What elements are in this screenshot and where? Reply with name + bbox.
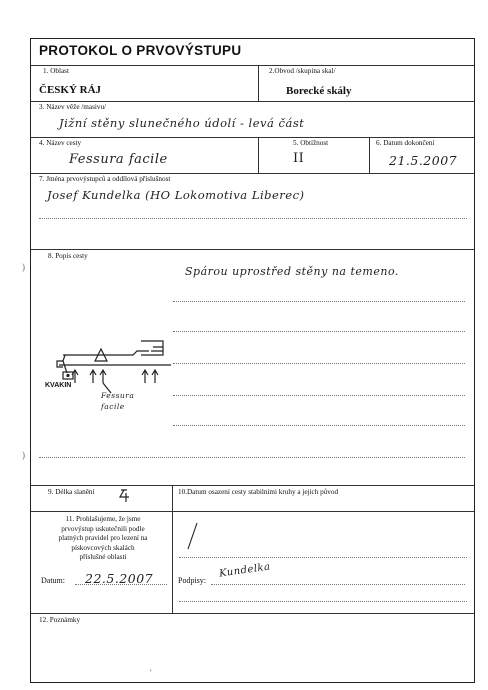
dotted-line	[173, 425, 465, 426]
obtiznost-value: II	[293, 151, 305, 166]
margin-mark: '	[150, 668, 152, 678]
oblast-label: 1. Oblast	[43, 67, 69, 75]
cesta-label: 4. Název cesty	[39, 139, 82, 147]
popis-label: 8. Popis cesty	[48, 252, 88, 260]
poznamky-label: 12. Poznámky	[39, 616, 81, 624]
prohlaseni-text: 11. Prohlašujeme, že jsme prvovýstup uskutečnili podle platných pravidel pro lezení na pískovcových skalách příslušné oblasti	[58, 515, 148, 562]
datum-dokonceni-label: 6. Datum dokončení	[376, 139, 435, 147]
delka-slaneni-mark	[117, 487, 133, 505]
podpisy-signature: Kundelka	[218, 561, 272, 580]
divider	[31, 101, 474, 102]
sketch-kvakin-label: KVAKIN	[45, 382, 72, 389]
dotted-line	[173, 301, 465, 302]
vez-value: Jižní stěny slunečného údolí - levá část	[59, 116, 305, 130]
dotted-line	[211, 584, 465, 585]
dotted-line	[179, 601, 467, 602]
divider	[31, 137, 474, 138]
podpisy-label: Podpisy:	[178, 576, 207, 585]
datum-label: Datum:	[41, 576, 65, 585]
obvod-value: Borecké skály	[286, 85, 352, 97]
popis-value: Spárou uprostřed stěny na temeno.	[185, 265, 399, 278]
divider	[31, 65, 474, 66]
oblast-value: ČESKÝ RÁJ	[39, 84, 102, 96]
obtiznost-label: 5. Obtížnost	[293, 139, 329, 147]
datum-dokonceni-value: 21.5.2007	[389, 153, 458, 168]
prvovystupci-value: Josef Kundelka (HO Lokomotiva Liberec)	[47, 188, 305, 202]
strike-mark	[185, 521, 199, 551]
divider	[258, 65, 259, 101]
divider	[172, 485, 173, 613]
vez-label: 3. Název věže /masivu/	[39, 103, 107, 111]
divider	[369, 137, 370, 173]
dotted-line	[173, 395, 465, 396]
margin-mark: )	[22, 450, 25, 460]
dotted-line	[39, 457, 465, 458]
dotted-line	[75, 584, 167, 585]
dotted-line	[179, 557, 467, 558]
delka-slaneni-label: 9. Délka slanění	[48, 488, 95, 496]
osazeni-label: 10.Datum osazení cesty stabilními kruhy a jejich původ	[178, 488, 339, 496]
prvovystupci-label: 7. Jména prvovýstupců a oddílová příslušnost	[39, 175, 171, 183]
divider	[31, 173, 474, 174]
form-title: PROTOKOL O PRVOVÝSTUPU	[39, 43, 242, 58]
divider	[31, 249, 474, 250]
dotted-line	[39, 218, 467, 219]
dotted-line	[173, 363, 465, 364]
sketch-route-label: Fessura facile	[101, 391, 135, 411]
cesta-value: Fessura facile	[69, 152, 168, 167]
dotted-line	[173, 331, 465, 332]
margin-mark: )	[22, 262, 25, 272]
obvod-label: 2.Obvod /skupina skal/	[269, 67, 336, 75]
protocol-form	[30, 38, 475, 683]
divider	[31, 511, 474, 512]
divider	[31, 485, 474, 486]
divider	[31, 613, 474, 614]
datum-value: 22.5.2007	[85, 571, 154, 586]
divider	[258, 137, 259, 173]
